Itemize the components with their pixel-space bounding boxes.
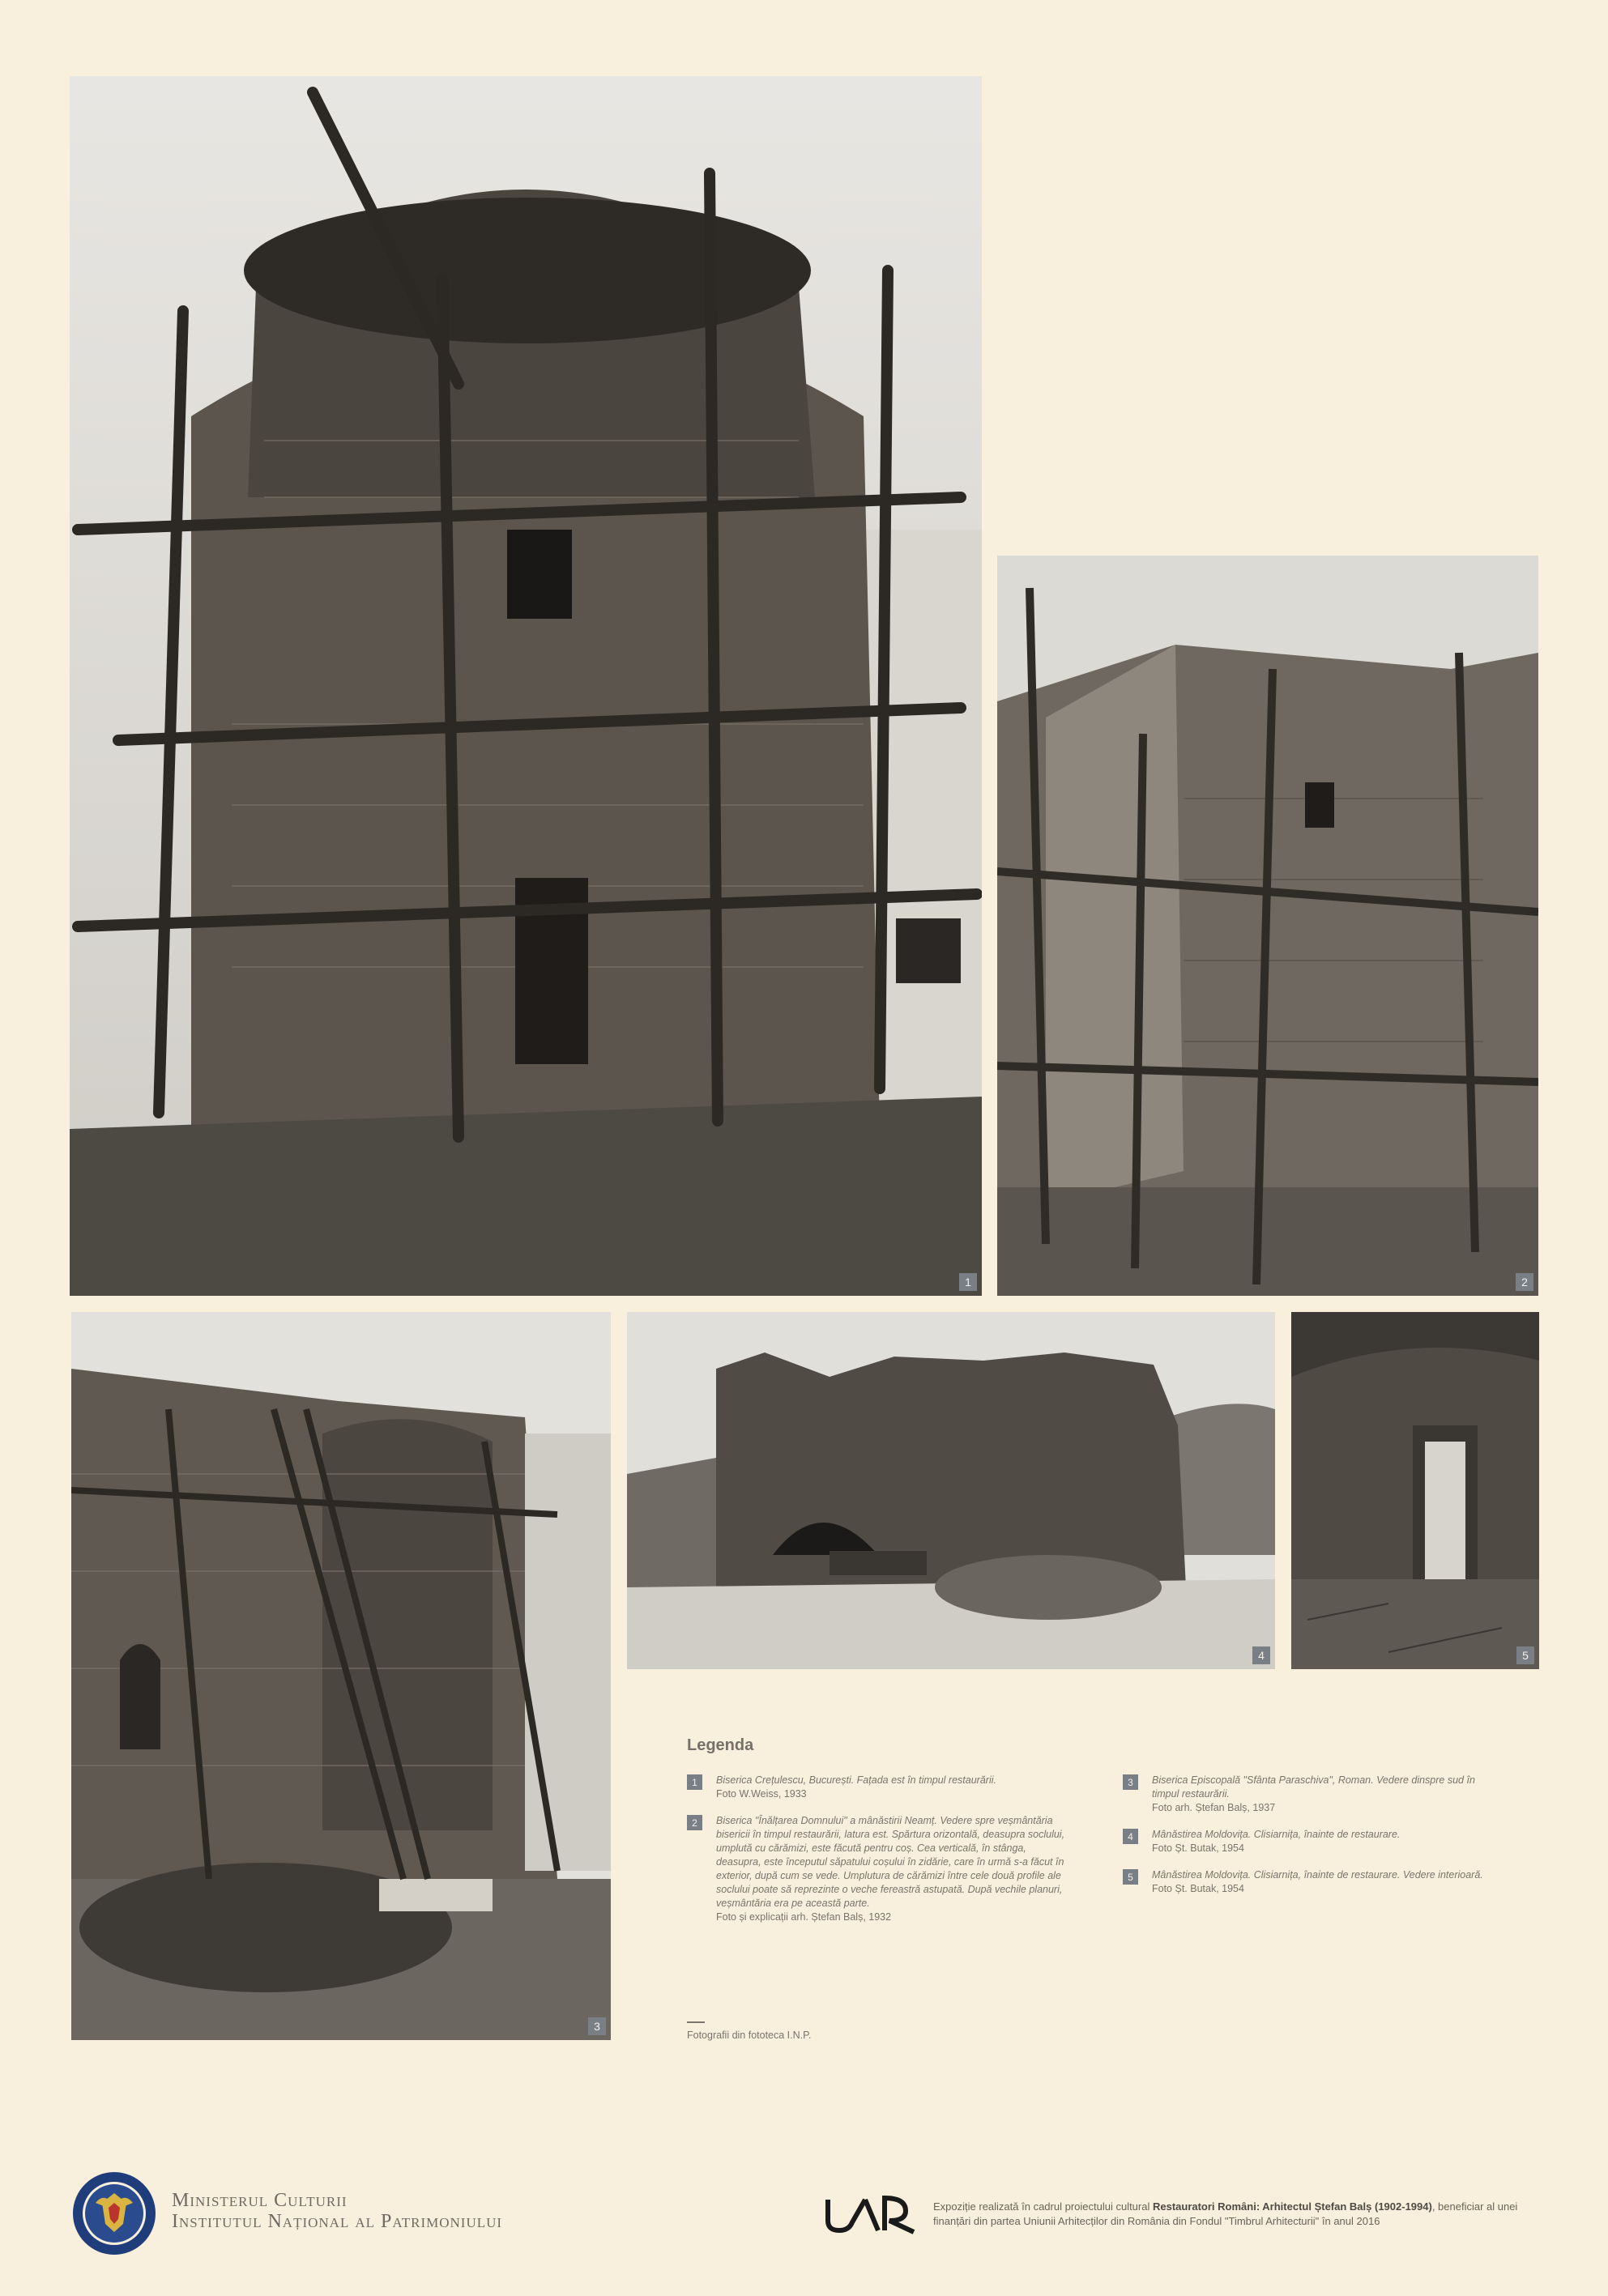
divider <box>687 2021 705 2023</box>
legend-credit: Foto W.Weiss, 1933 <box>716 1788 807 1800</box>
legend-description: Biserica Crețulescu, București. Fațada est în timpul restaurării. <box>716 1774 996 1786</box>
legend-column-right <box>1123 1774 1504 1909</box>
institute-line: Institutul Național al Patrimoniului <box>172 2211 503 2232</box>
legend-number-badge: 2 <box>687 1815 702 1830</box>
exhibition-credits <box>933 2200 1549 2229</box>
institution-name <box>172 2190 502 2232</box>
legend-number-badge: 4 <box>1123 1829 1138 1844</box>
photo-number-badge: 3 <box>588 2017 606 2035</box>
uar-logo <box>825 2193 920 2235</box>
legend-number-badge: 1 <box>687 1774 702 1790</box>
credits-funding: , beneficiar al unei finanțări din partea Uniunii Arhitecților din România din Fondul "Timbrul Arhitecturii" în anul 2016 <box>933 2200 1518 2227</box>
photo-moldovita-ruin <box>627 1312 1275 1669</box>
legend-item <box>1123 1868 1504 1896</box>
photo-moldovita-interior <box>1291 1312 1539 1669</box>
legend-description: Mânăstirea Moldovița. Clisiarnița, înainte de restaurare. Vedere interioară. <box>1152 1869 1483 1881</box>
photo-number-badge: 2 <box>1516 1273 1533 1291</box>
photo-cretulescu-church <box>70 76 982 1296</box>
photo-neamt-monastery <box>997 556 1538 1296</box>
ministry-line: Ministerul Culturii <box>172 2190 348 2211</box>
legend-credit: Foto Șt. Butak, 1954 <box>1152 1883 1244 1894</box>
legend-item <box>687 1774 1068 1801</box>
photo-number-badge: 4 <box>1252 1646 1270 1664</box>
photo-roman-episcopal-church <box>71 1312 611 2040</box>
credits-intro: Expoziție realizată în cadrul proiectului cultural <box>933 2200 1153 2213</box>
legend <box>687 1736 1538 1923</box>
photo-number-badge: 1 <box>959 1273 977 1291</box>
inp-seal-logo <box>71 2170 157 2256</box>
legend-title: Legenda <box>687 1736 754 1754</box>
photo-number-badge: 5 <box>1516 1646 1534 1664</box>
legend-number-badge: 3 <box>1123 1774 1138 1790</box>
legend-credit: Foto Șt. Butak, 1954 <box>1152 1842 1244 1854</box>
project-title: Restauratori Români: Arhitectul Ștefan Balș (1902-1994) <box>1152 2200 1432 2213</box>
legend-description: Biserica Episcopală "Sfânta Paraschiva", Roman. Vedere dinspre sud în timpul restaurării. <box>1152 1774 1475 1800</box>
legend-column-left <box>687 1774 1068 1937</box>
legend-credit: Foto și explicații arh. Ștefan Balș, 1932 <box>716 1911 892 1923</box>
source-text: Fotografii din fototeca I.N.P. <box>687 2030 812 2041</box>
legend-credit: Foto arh. Ștefan Balș, 1937 <box>1152 1802 1276 1813</box>
legend-number-badge: 5 <box>1123 1869 1138 1885</box>
legend-item <box>687 1814 1068 1924</box>
legend-item <box>1123 1774 1504 1815</box>
photo-source-note <box>687 2021 811 2043</box>
legend-description: Biserica "Înălțarea Domnului" a mânăstirii Neamț. Vedere spre veșmântăria bisericii în timpul restaurării, latura est. Spărtura orizontală, deasupra soclului, umplută cu cărămizi, este făcută pentru coș. Cea verticală, în stânga, deasupra, este începutul săpatului coșului în zidărie, care în urmă s-a făcut în exterior, după cum se vede. Umplutura de cărămizi între cele două profile ale soclului poate să reprezinte o veche fereastră astupată. După vechile planuri, veșmântăria era pe această parte. <box>716 1815 1065 1909</box>
legend-description: Mânăstirea Moldovița. Clisiarnița, înainte de restaurare. <box>1152 1829 1401 1840</box>
legend-item <box>1123 1828 1504 1855</box>
